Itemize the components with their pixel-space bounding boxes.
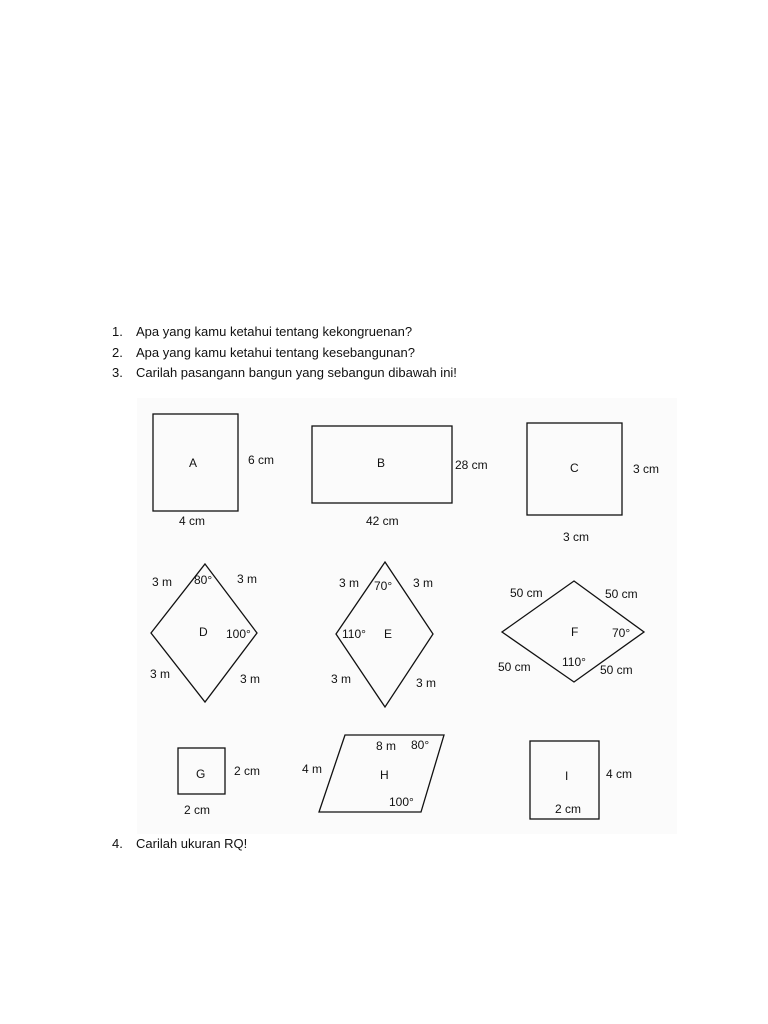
shape-g-width: 2 cm	[184, 803, 211, 817]
shape-f-angle-right: 70°	[612, 626, 631, 640]
shape-d-angle-right: 100°	[226, 627, 251, 641]
question-number: 4.	[112, 836, 123, 851]
question-text: Apa yang kamu ketahui tentang kesebangunan?	[136, 344, 415, 360]
question-item	[112, 363, 672, 384]
shape-e-side-bl: 3 m	[331, 672, 352, 686]
question-list	[112, 322, 672, 384]
shape-c-width: 3 cm	[563, 530, 590, 544]
shape-i-width: 2 cm	[555, 802, 582, 816]
question-number: 1.	[112, 324, 123, 339]
shape-e-side-tl: 3 m	[339, 576, 360, 590]
shapes-figure	[137, 398, 677, 834]
shape-c-height: 3 cm	[633, 462, 660, 476]
shape-d-side-tr: 3 m	[237, 572, 258, 586]
shape-f-angle-bottom: 110°	[562, 655, 586, 669]
shape-d-side-bl: 3 m	[150, 667, 171, 681]
shape-a-label: A	[189, 456, 198, 470]
shape-h-angle-bottom-right: 100°	[389, 795, 414, 809]
shape-a-height: 6 cm	[248, 453, 275, 467]
question-text: Carilah pasangann bangun yang sebangun dibawah ini!	[136, 365, 457, 380]
shape-b-width: 42 cm	[366, 514, 399, 528]
shape-h-top: 8 m	[376, 739, 397, 753]
shape-a-width: 4 cm	[179, 514, 206, 528]
question-item	[112, 836, 247, 851]
question-text: Apa yang kamu ketahui tentang kekongruenan?	[136, 324, 413, 339]
shape-e-label: E	[384, 627, 393, 641]
shape-b-height: 28 cm	[455, 458, 488, 472]
shape-e-angle-top: 70°	[374, 579, 393, 593]
shape-g-height: 2 cm	[234, 764, 261, 778]
question-number: 2.	[112, 344, 123, 360]
shape-f-label: F	[571, 625, 579, 639]
shape-g-label: G	[196, 767, 206, 781]
question-item	[112, 343, 672, 364]
shape-d-label: D	[199, 625, 208, 639]
question-number: 3.	[112, 365, 123, 380]
shape-e-side-br: 3 m	[416, 676, 437, 690]
shape-f-side-tr: 50 cm	[605, 587, 638, 601]
shape-d-angle-top: 80°	[194, 573, 213, 587]
shape-e-side-tr: 3 m	[413, 576, 434, 590]
shape-d-side-tl: 3 m	[152, 575, 173, 589]
shapes-svg	[137, 398, 677, 834]
shape-h-angle-top-right: 80°	[411, 738, 430, 752]
shape-f-side-bl: 50 cm	[498, 660, 531, 674]
question-text: Carilah ukuran RQ!	[136, 836, 248, 851]
shape-e-angle-left: 110°	[342, 627, 366, 641]
shape-i-label: I	[565, 769, 569, 783]
shape-f-side-tl: 50 cm	[510, 586, 543, 600]
shape-d-side-br: 3 m	[240, 672, 261, 686]
shape-b-label: B	[377, 456, 386, 470]
question-item	[112, 322, 672, 343]
shape-c-label: C	[570, 461, 579, 475]
shape-f-side-br: 50 cm	[600, 663, 633, 677]
shape-h-left: 4 m	[302, 762, 323, 776]
shape-h-label: H	[380, 768, 389, 782]
shape-i-height: 4 cm	[606, 767, 633, 781]
